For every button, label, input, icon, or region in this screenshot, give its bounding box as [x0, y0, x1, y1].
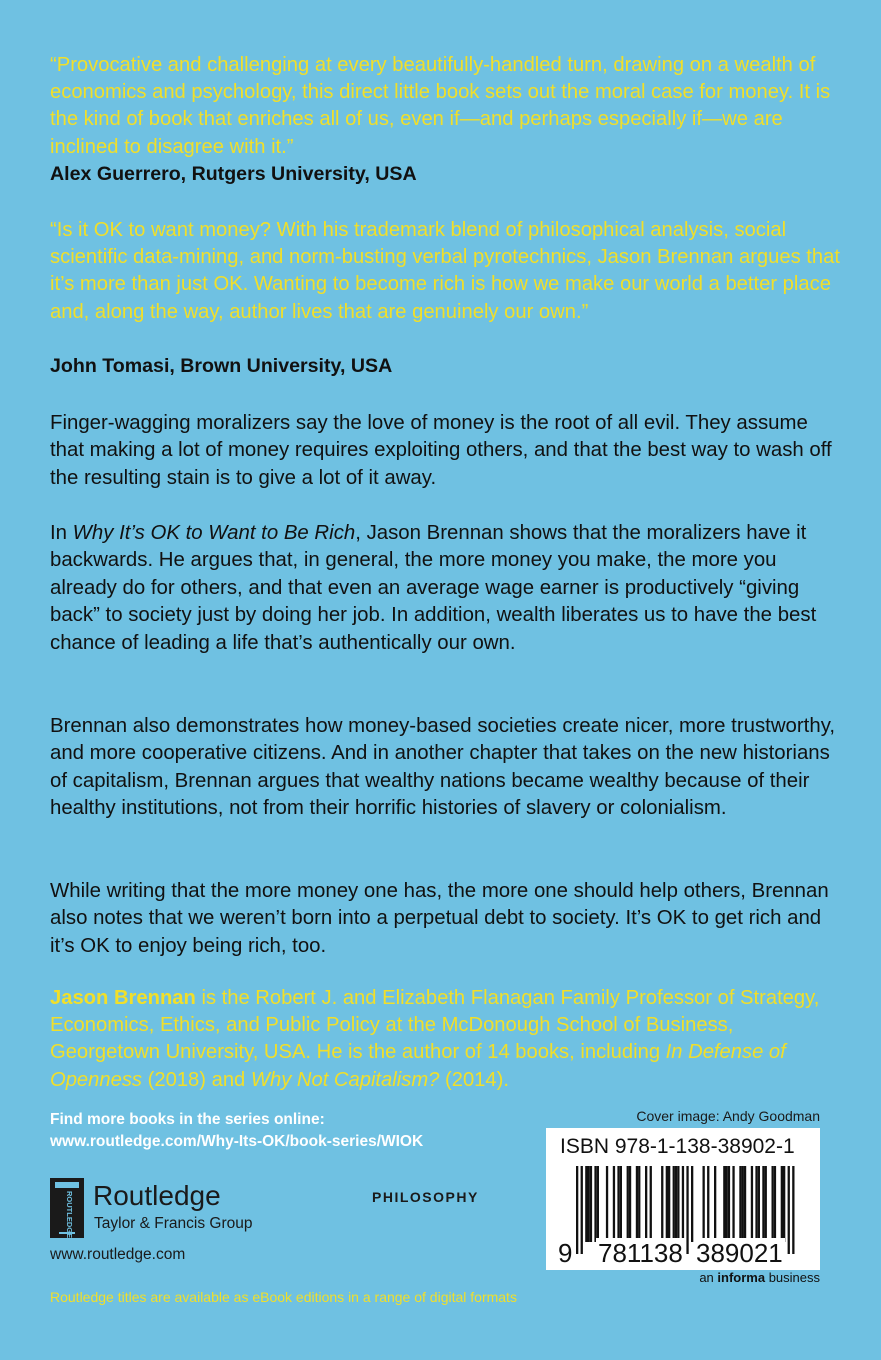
- informa-prefix: an: [699, 1270, 718, 1285]
- barcode-bar: [723, 1166, 725, 1242]
- barcode-bar: [645, 1166, 647, 1242]
- book-title: Why It’s OK to Want to Be Rich: [72, 522, 356, 544]
- barcode-bar: [673, 1166, 675, 1242]
- author-bio-text: is the Robert J. and Elizabeth Flanagan Family Professor of Strategy, Economics, Ethics, and Public Policy at the McDonough School of Business, Georgetown University, USA. He is the author of 14 books, including: [50, 987, 820, 1064]
- barcode-bar: [606, 1166, 608, 1242]
- blurb-p2-rest: , Jason Brennan shows that the moralizers have it backwards. He argues that, in general, the more money you make, the more you already do for others, and that even an average wage earner is productively “giving back” to society just by doing her job. In addition, wealth liberates us to have the best chance of leading a life that’s authentically our own.: [50, 522, 817, 654]
- barcode-bar: [617, 1166, 619, 1242]
- barcode-bar: [585, 1166, 587, 1242]
- barcode-bar: [744, 1166, 746, 1242]
- barcode-bar: [751, 1166, 753, 1242]
- barcode-bar: [726, 1166, 728, 1242]
- logo-letters: ROUTLEDGE: [65, 1191, 74, 1238]
- barcode-bar: [758, 1166, 760, 1242]
- blurb-paragraph-1: Finger-wagging moralizers say the love of money is the root of all evil. They assume that making a lot of money requires exploiting others, and that the best way to wash off the resulting stain is to give a lot of it away.: [50, 412, 832, 489]
- informa-suffix: business: [765, 1270, 820, 1285]
- barcode-digits-left: 781138: [598, 1238, 683, 1268]
- review-attribution-tomasi: John Tomasi, Brown University, USA: [50, 355, 393, 377]
- blurb-paragraph-4: While writing that the more money one has, the more one should help others, Brennan also notes that we weren’t born into a perpetual debt to society. It’s OK to get rich and it’s OK to enjoy being rich, too.: [50, 880, 829, 957]
- barcode-bar: [620, 1166, 622, 1242]
- author-book-1: In Defense of Openness: [50, 1041, 786, 1091]
- barcode-guard-bar: [686, 1166, 688, 1254]
- barcode-bar: [774, 1166, 776, 1242]
- barcode-bar: [707, 1166, 709, 1242]
- barcode-bar: [668, 1166, 670, 1242]
- barcode-guard-bar: [788, 1166, 790, 1254]
- informa-business: [699, 1269, 820, 1287]
- ebook-note: Routledge titles are available as eBook editions in a range of digital formats: [50, 1289, 517, 1305]
- barcode-bar: [613, 1166, 615, 1242]
- barcode-bar: [781, 1166, 783, 1242]
- cover-credit: Cover image: Andy Goodman: [636, 1108, 820, 1124]
- publisher-name: Routledge: [93, 1180, 221, 1211]
- blurb-p2-prefix: In: [50, 522, 73, 544]
- author-bio: [50, 985, 840, 1094]
- author-book-2: Why Not Capitalism?: [250, 1068, 440, 1091]
- series-info: [50, 1109, 423, 1153]
- barcode-bar: [597, 1166, 599, 1242]
- barcode-bar: [762, 1166, 764, 1242]
- barcode-digits-right: 389021: [696, 1238, 783, 1268]
- barcode-bar: [783, 1166, 785, 1242]
- barcode-bar: [742, 1166, 744, 1242]
- category-label: PHILOSOPHY: [372, 1189, 479, 1205]
- barcode-bar: [650, 1166, 652, 1242]
- blurb-paragraph-3: Brennan also demonstrates how money-based societies create nicer, more trustworthy, and more cooperative citizens. And in another chapter that takes on the new historians of capitalism, Brennan argues that wealthy nations became wealthy because of their healthy institutions, not from their horrific histories of slavery or colonialism.: [50, 715, 836, 820]
- review-attribution-guerrero: Alex Guerrero, Rutgers University, USA: [50, 163, 417, 185]
- barcode-bar: [590, 1166, 592, 1242]
- author-bio-end: (2014).: [439, 1068, 509, 1091]
- review-quote-guerrero: “Provocative and challenging at every beautifully-handled turn, drawing on a wealth of economics and psychology, this direct little book sets out the moral case for money. It is the kind of book that enriches all of us, even if—and perhaps especially if—we are inclined to disagree with it.”: [50, 54, 831, 158]
- barcode-bar: [666, 1166, 668, 1242]
- barcode-bar: [629, 1166, 631, 1242]
- routledge-logo: [50, 1178, 280, 1238]
- barcode-bar: [772, 1166, 774, 1242]
- barcode-bar: [627, 1166, 629, 1242]
- author-bio-mid: (2018) and: [142, 1068, 251, 1091]
- publisher-website[interactable]: www.routledge.com: [50, 1246, 186, 1263]
- barcode-bar: [661, 1166, 663, 1242]
- barcode-bar: [728, 1166, 730, 1242]
- informa-brand: informa: [717, 1270, 766, 1285]
- isbn-barcode: [546, 1128, 820, 1270]
- barcode-bar: [703, 1166, 705, 1242]
- review-quote-tomasi: “Is it OK to want money? With his trademark blend of philosophical analysis, social scientific data-mining, and norm-busting verbal pyrotechnics, Jason Brennan argues that it’s more than just OK. Wanting to become rich is how we make our world a better place and, along the way, author lives that are genuinely our own.”: [50, 219, 840, 323]
- barcode-lead-digit: 9: [558, 1238, 573, 1268]
- barcode-guard-bar: [792, 1166, 794, 1254]
- series-line: Find more books in the series online:: [50, 1111, 325, 1128]
- barcode-guard-bar: [581, 1166, 583, 1254]
- barcode-guard-bar: [576, 1166, 578, 1254]
- barcode-bar: [677, 1166, 679, 1242]
- barcode-bar: [594, 1166, 596, 1242]
- barcode-bar: [638, 1166, 640, 1242]
- barcode-bar: [675, 1166, 677, 1242]
- author-name: Jason Brennan: [50, 987, 196, 1009]
- series-url[interactable]: www.routledge.com/Why-Its-OK/book-series/WIOK: [50, 1133, 424, 1150]
- barcode-bar: [588, 1166, 590, 1242]
- barcode-bar: [755, 1166, 757, 1242]
- publisher-group: Taylor & Francis Group: [94, 1215, 253, 1232]
- barcode-bar: [714, 1166, 716, 1242]
- barcode-bar: [636, 1166, 638, 1242]
- barcode-bar: [732, 1166, 734, 1242]
- barcode-bar: [691, 1166, 693, 1242]
- isbn-label: ISBN 978-1-138-38902-1: [560, 1135, 795, 1158]
- blurb-paragraph-2: [50, 520, 840, 657]
- routledge-tower-icon: [50, 1178, 84, 1238]
- barcode-bar: [765, 1166, 767, 1242]
- barcode-bar: [739, 1166, 741, 1242]
